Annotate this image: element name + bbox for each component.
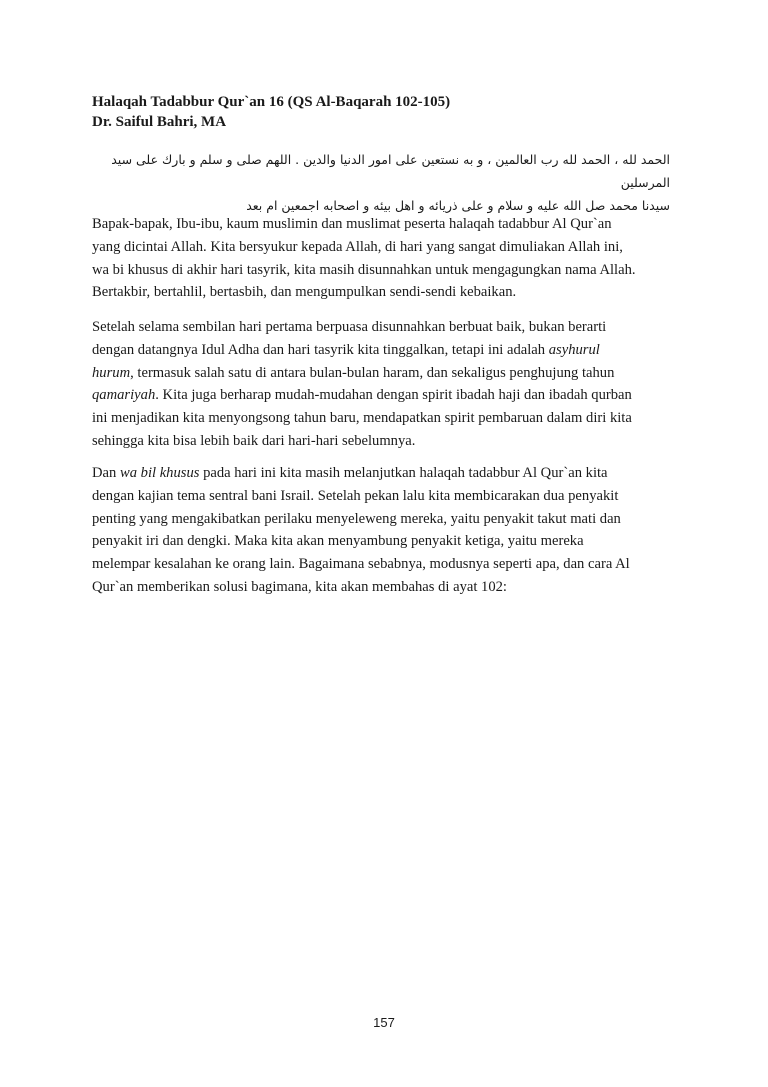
italic-term: hurum: [92, 364, 131, 381]
text-line: Bapak-bapak, Ibu-ibu, kaum muslimin dan muslimat peserta halaqah tadabbur Al Qur`an: [92, 216, 612, 232]
document-author: Dr. Saiful Bahri, MA: [92, 114, 227, 130]
paragraph-3: [92, 462, 682, 599]
text-line: Qur`an memberikan solusi bagimana, kita akan membahas di ayat 102:: [92, 578, 507, 595]
arabic-line-1: الحمد لله ، الحمد لله رب العالمين ، و به نستعين على امور الدنيا والدين . اللهم صلى و سلم و بارك على سيد المرسلين: [111, 152, 670, 190]
text-line: penyakit iri dan dengki. Maka kita akan menyambung penyakit ketiga, yaitu mereka: [92, 533, 584, 550]
text-segment: Dan: [92, 465, 120, 481]
text-segment: pada hari ini kita masih melanjutkan halaqah tadabbur Al Qur`an kita: [199, 465, 608, 481]
italic-term: asyhurul: [548, 341, 600, 358]
page-number: 157: [373, 1015, 395, 1030]
text-line: [92, 384, 682, 407]
text-line: [92, 462, 682, 485]
text-line: Bertakbir, bertahlil, bertasbih, dan mengumpulkan sendi-sendi kebaikan.: [92, 284, 517, 301]
paragraph-1: [92, 213, 682, 304]
arabic-line-2: سيدنا محمد صل الله عليه و سلام و على ذريائه و اهل بيئه و اصحابه اجمعين ام بعد: [246, 198, 670, 213]
text-line: dengan kajian tema sentral bani Israil. Setelah pekan lalu kita membicarakan dua penyakit: [92, 487, 619, 504]
text-segment: . Kita juga berharap mudah-mudahan dengan spirit ibadah haji dan ibadah qurban: [155, 387, 632, 404]
text-line: melempar kesalahan ke orang lain. Bagaimana sebabnya, modusnya seperti apa, dan cara Al: [92, 556, 630, 573]
text-line: yang dicintai Allah. Kita bersyukur kepada Allah, di hari yang sangat dimuliakan Allah ini,: [92, 238, 623, 255]
text-line: [92, 362, 682, 385]
text-line: Setelah selama sembilan hari pertama berpuasa disunnahkan berbuat baik, bukan berarti: [92, 319, 607, 335]
text-segment: dengan datangnya Idul Adha dan hari tasyrik kita tinggalkan, tetapi ini adalah: [92, 341, 549, 358]
paragraph-2: [92, 316, 682, 453]
document-title: Halaqah Tadabbur Qur`an 16 (QS Al-Baqarah 102-105): [92, 94, 451, 110]
arabic-opening: [92, 148, 670, 217]
italic-term: qamariyah: [92, 387, 156, 404]
text-line: wa bi khusus di akhir hari tasyrik, kita masih disunnahkan untuk mengagungkan nama Allah.: [92, 261, 636, 278]
document-header: [92, 92, 682, 132]
text-line: sehingga kita bisa lebih baik dari hari-hari sebelumnya.: [92, 432, 416, 449]
text-line: penting yang mengakibatkan perilaku menyeleweng mereka, yaitu penyakit takut mati dan: [92, 510, 621, 527]
text-segment: , termasuk salah satu di antara bulan-bulan haram, dan sekaligus penghujung tahun: [130, 364, 615, 381]
text-line: ini menjadikan kita menyongsong tahun baru, mendapatkan spirit pembaruan dalam diri kita: [92, 410, 632, 427]
text-line: [92, 339, 682, 362]
italic-term: wa bil khusus: [119, 465, 200, 481]
